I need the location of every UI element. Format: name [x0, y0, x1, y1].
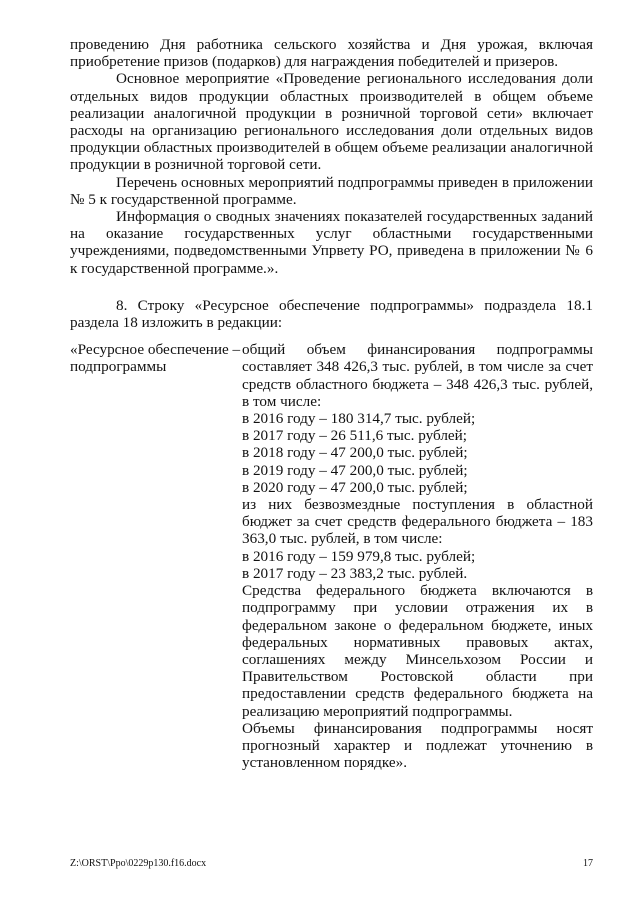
resource-table-row — [70, 341, 593, 771]
paragraph-5: 8. Строку «Ресурсное обеспечение подпрограммы» подраздела 18.1 раздела 18 изложить в редакции: — [70, 296, 593, 332]
resource-note-2: Объемы финансирования подпрограммы носят прогнозный характер и подлежат уточнению в установленном порядке». — [242, 719, 593, 772]
resource-total: общий объем финансирования подпрограммы составляет 348 426,3 тыс. рублей, в том числе за счет средств областного бюджета – 348 426,3 тыс. рублей, в том числе: — [242, 341, 593, 410]
page-number: 17 — [583, 858, 593, 869]
year-line: в 2017 году – 26 511,6 тыс. рублей; — [242, 427, 468, 445]
file-path: Z:\ORST\Ppo\0229p130.f16.docx — [70, 858, 207, 869]
federal-year-line: в 2017 году – 23 383,2 тыс. рублей. — [242, 564, 468, 582]
year-line: в 2020 году – 47 200,0 тыс. рублей; — [242, 478, 468, 496]
paragraph-1: проведению Дня работника сельского хозяйства и Дня урожая, включая приобретение призов (подарков) для награждения победителей и призеров. — [70, 36, 593, 71]
resource-federal: из них безвозмездные поступления в областной бюджет за счет средств федерального бюджета – 183 363,0 тыс. рублей, в том числе: — [242, 496, 593, 548]
year-line: в 2018 году – 47 200,0 тыс. рублей; — [242, 444, 468, 462]
document-page — [70, 36, 593, 771]
page-footer — [70, 858, 593, 869]
resource-note-1: Средства федерального бюджета включаются в подпрограмму при условии отражения их в федеральном законе о федеральном бюджете, иных федеральных нормативных правовых актах, соглашениях между Минсельхозом России и Правительством Ростовской области при предоставлении средств федерального бюджета на реализацию мероприятий подпрограммы. — [242, 582, 593, 720]
paragraph-2: Основное мероприятие «Проведение регионального исследования доли отдельных видов продукции областных производителей в общем объеме реализации аналогичной продукции в розничной торговой сети» включает расходы на организацию регионального исследования доли отдельных видов продукции областных производителей в общем объеме реализации аналогичной продукции в розничной торговой сети. — [70, 70, 593, 174]
resource-label: «Ресурсное обеспечение – подпрограммы — [70, 341, 241, 376]
spacer — [70, 277, 593, 297]
paragraph-3: Перечень основных мероприятий подпрограммы приведен в приложении № 5 к государственной программе. — [70, 173, 593, 208]
year-line: в 2019 году – 47 200,0 тыс. рублей; — [242, 461, 468, 479]
federal-year-line: в 2016 году – 159 979,8 тыс. рублей; — [242, 547, 476, 565]
paragraph-4: Информация о сводных значениях показателей государственных заданий на оказание государственных услуг областными государственными учреждениями, подведомственными Упрвету РО, приведена в приложении № 6 к государственной программе.». — [70, 208, 593, 277]
resource-details — [242, 341, 593, 771]
year-line: в 2016 году – 180 314,7 тыс. рублей; — [242, 410, 476, 428]
